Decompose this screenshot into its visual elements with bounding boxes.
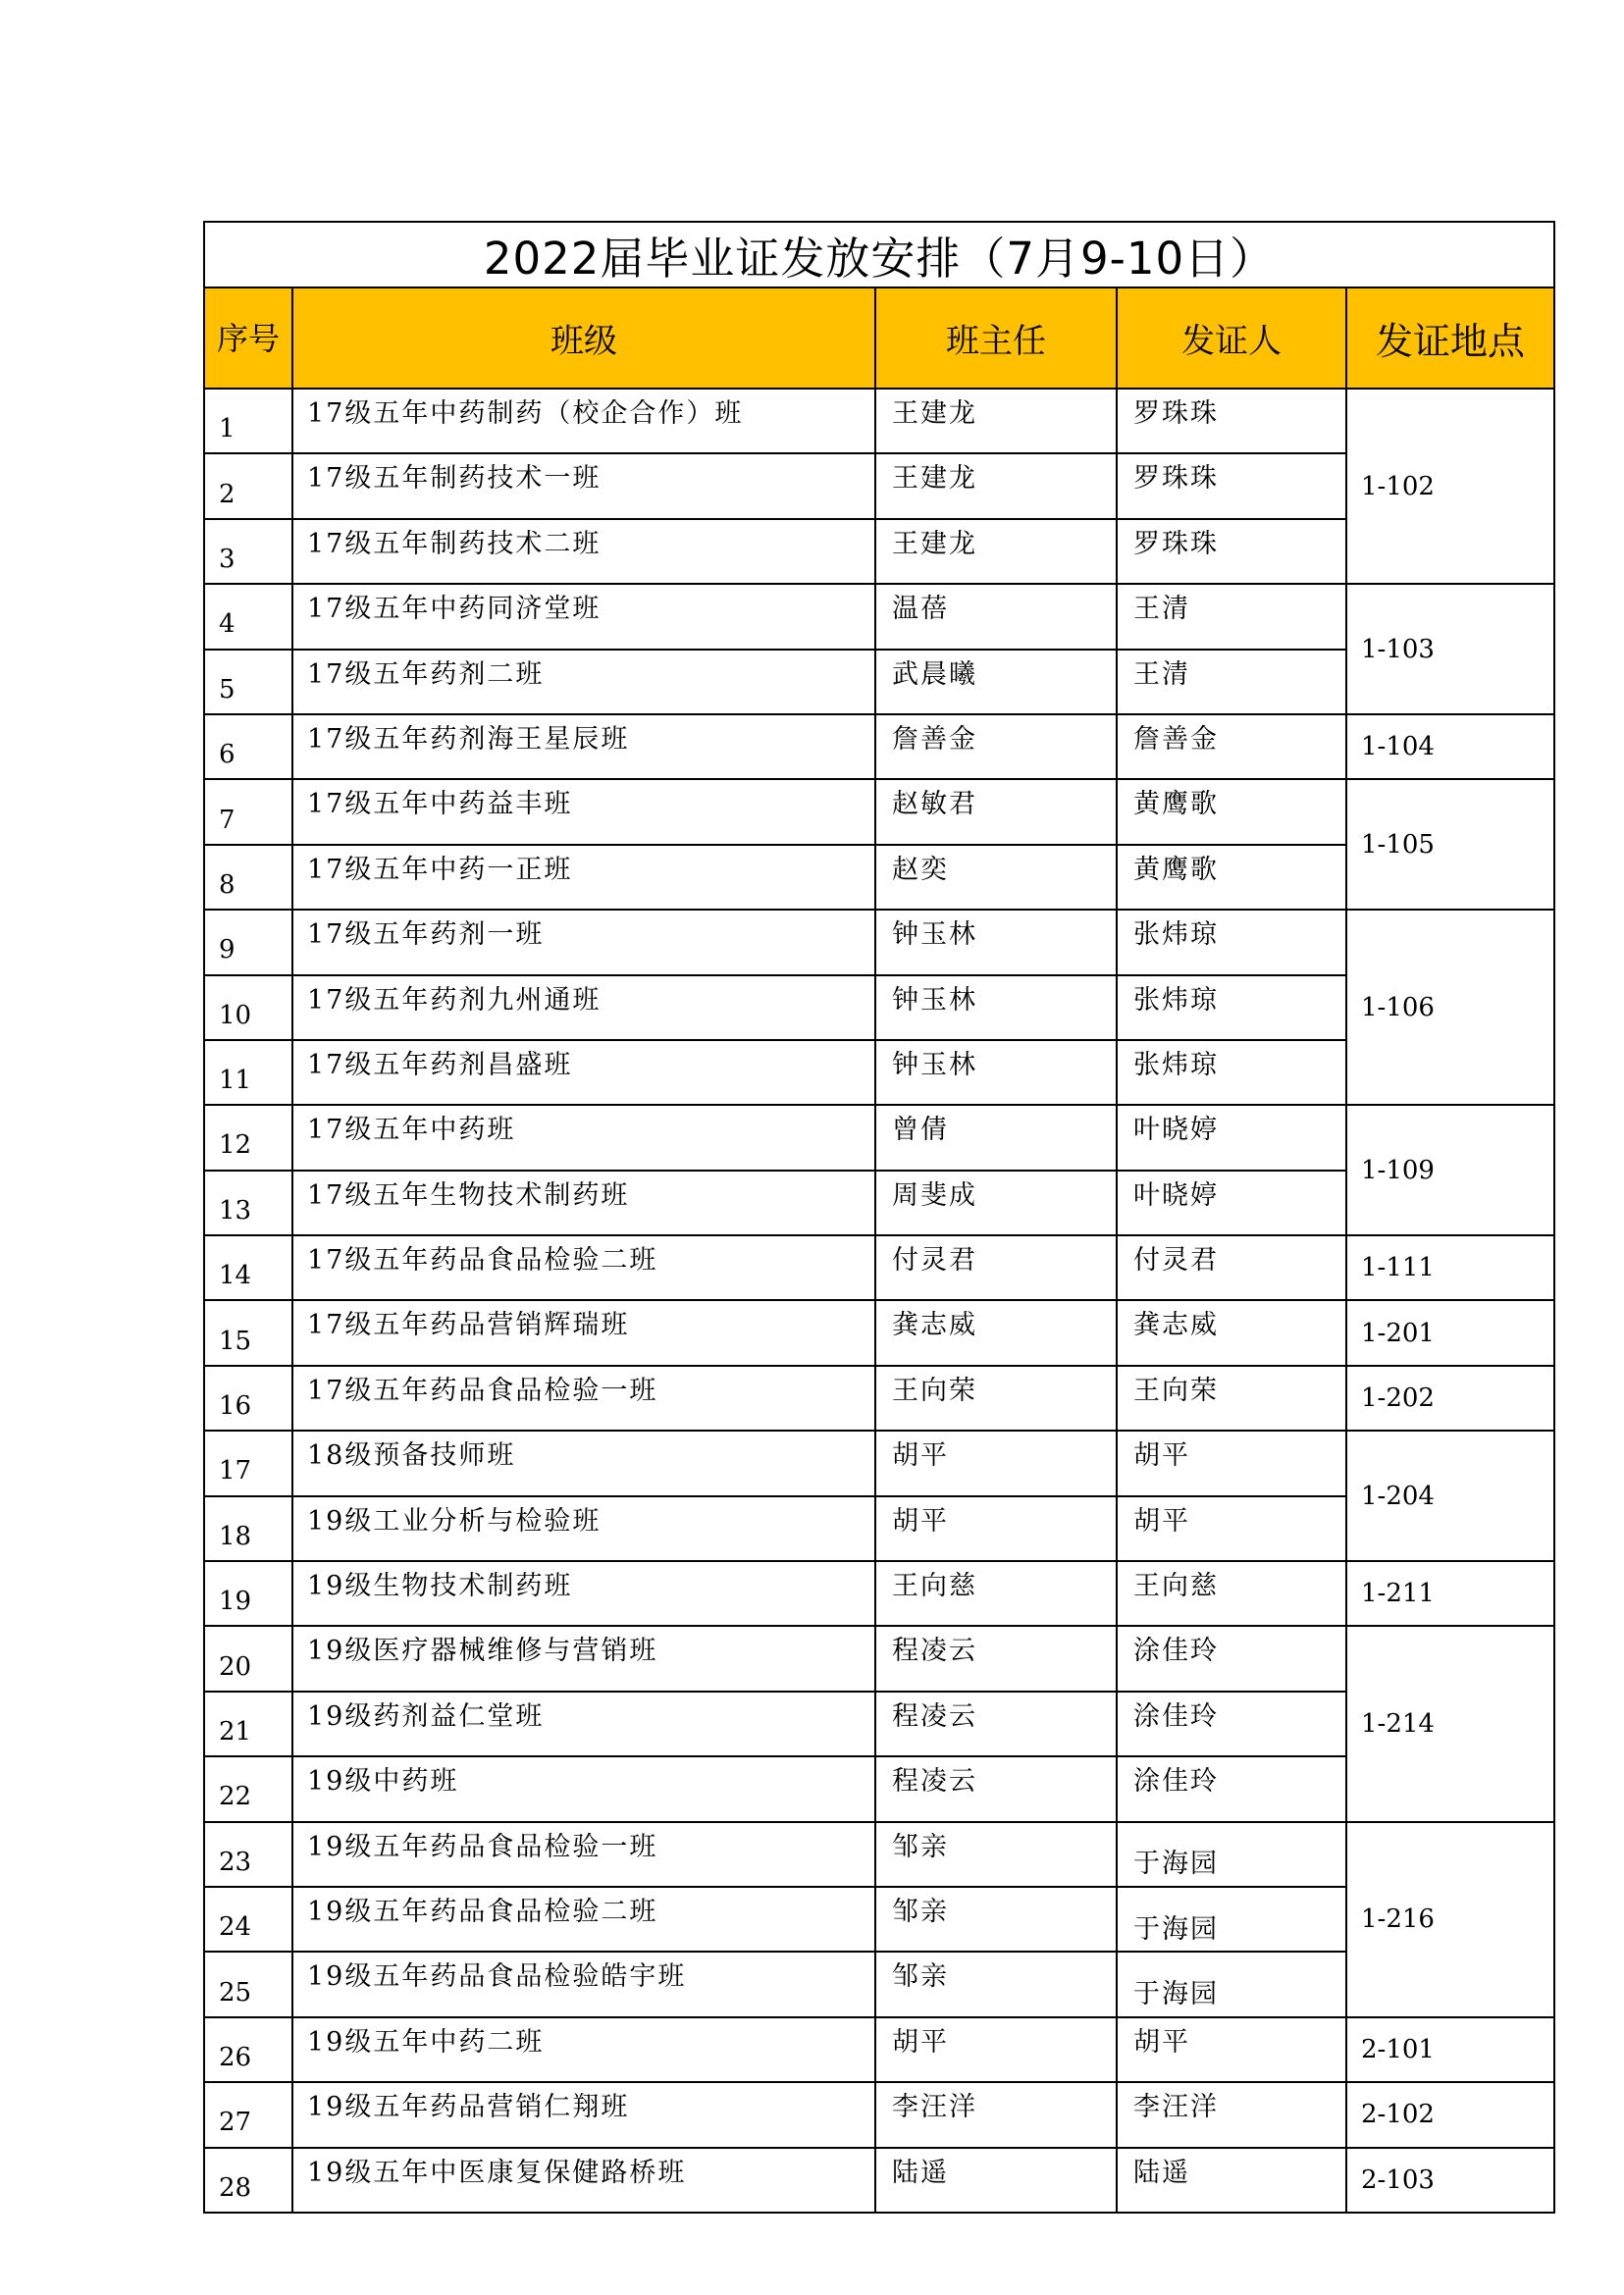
schedule-table — [203, 221, 1555, 2214]
head-teacher: 王向荣 — [875, 1366, 1117, 1431]
head-teacher: 武晨曦 — [875, 650, 1117, 714]
class-name: 17级五年药剂昌盛班 — [292, 1040, 875, 1105]
issuer-name: 叶晓婷 — [1117, 1171, 1346, 1235]
location-cell: 1-106 — [1346, 910, 1554, 1105]
issuer-name: 王清 — [1117, 584, 1346, 649]
head-teacher: 王向慈 — [875, 1561, 1117, 1626]
head-teacher: 王建龙 — [875, 453, 1117, 518]
location-cell: 2-102 — [1346, 2082, 1554, 2147]
location-cell: 1-201 — [1346, 1300, 1554, 1365]
class-name: 19级五年药品食品检验二班 — [292, 1887, 875, 1952]
class-name: 17级五年中药制药（校企合作）班 — [292, 389, 875, 453]
head-teacher: 龚志威 — [875, 1300, 1117, 1365]
class-name: 17级五年中药益丰班 — [292, 779, 875, 844]
row-number: 19 — [204, 1561, 292, 1626]
head-teacher: 曾倩 — [875, 1105, 1117, 1170]
row-number: 2 — [204, 453, 292, 518]
class-name: 19级医疗器械维修与营销班 — [292, 1626, 875, 1691]
head-teacher: 程凌云 — [875, 1692, 1117, 1756]
table-row — [204, 1626, 1554, 1691]
class-name: 17级五年制药技术一班 — [292, 453, 875, 518]
row-number: 10 — [204, 975, 292, 1040]
issuer-name: 詹善金 — [1117, 714, 1346, 779]
location-cell: 1-109 — [1346, 1105, 1554, 1235]
issuer-name: 罗珠珠 — [1117, 519, 1346, 584]
head-teacher: 钟玉林 — [875, 975, 1117, 1040]
table-row — [204, 2082, 1554, 2147]
class-name: 17级五年中药一正班 — [292, 845, 875, 910]
location-cell: 1-202 — [1346, 1366, 1554, 1431]
head-teacher: 王建龙 — [875, 519, 1117, 584]
row-number: 12 — [204, 1105, 292, 1170]
class-name: 17级五年药剂海王星辰班 — [292, 714, 875, 779]
class-name: 19级五年药品营销仁翔班 — [292, 2082, 875, 2147]
issuer-name: 龚志威 — [1117, 1300, 1346, 1365]
class-name: 19级五年中医康复保健路桥班 — [292, 2148, 875, 2213]
row-number: 15 — [204, 1300, 292, 1365]
row-number: 14 — [204, 1235, 292, 1300]
issuer-name: 于海园 — [1117, 1887, 1346, 1952]
row-number: 24 — [204, 1887, 292, 1952]
table-row — [204, 1235, 1554, 1300]
location-cell: 2-103 — [1346, 2148, 1554, 2213]
issuer-name: 王向荣 — [1117, 1366, 1346, 1431]
head-teacher: 温蓓 — [875, 584, 1117, 649]
issuer-name: 叶晓婷 — [1117, 1105, 1346, 1170]
class-name: 19级生物技术制药班 — [292, 1561, 875, 1626]
row-number: 5 — [204, 650, 292, 714]
row-number: 20 — [204, 1626, 292, 1691]
class-name: 19级药剂益仁堂班 — [292, 1692, 875, 1756]
head-teacher: 程凌云 — [875, 1756, 1117, 1821]
class-name: 17级五年药品食品检验二班 — [292, 1235, 875, 1300]
head-teacher: 邹亲 — [875, 1887, 1117, 1952]
issuer-name: 涂佳玲 — [1117, 1626, 1346, 1691]
issuer-name: 涂佳玲 — [1117, 1756, 1346, 1821]
row-number: 28 — [204, 2148, 292, 2213]
table-row — [204, 2148, 1554, 2213]
issuer-name: 张炜琼 — [1117, 910, 1346, 974]
row-number: 17 — [204, 1431, 292, 1495]
row-number: 27 — [204, 2082, 292, 2147]
class-name: 19级五年药品食品检验皓宇班 — [292, 1952, 875, 2016]
class-name: 17级五年中药班 — [292, 1105, 875, 1170]
row-number: 25 — [204, 1952, 292, 2016]
head-teacher: 邹亲 — [875, 1952, 1117, 2016]
head-teacher: 邹亲 — [875, 1822, 1117, 1887]
header-seq: 序号 — [204, 287, 292, 389]
table-row — [204, 389, 1554, 453]
issuer-name: 胡平 — [1117, 1496, 1346, 1561]
table-row — [204, 1561, 1554, 1626]
location-cell: 1-216 — [1346, 1822, 1554, 2017]
head-teacher: 王建龙 — [875, 389, 1117, 453]
issuer-name: 付灵君 — [1117, 1235, 1346, 1300]
issuer-name: 罗珠珠 — [1117, 453, 1346, 518]
location-cell: 2-101 — [1346, 2017, 1554, 2082]
table-row — [204, 1366, 1554, 1431]
row-number: 23 — [204, 1822, 292, 1887]
issuer-name: 张炜琼 — [1117, 975, 1346, 1040]
table-row — [204, 1105, 1554, 1170]
class-name: 19级工业分析与检验班 — [292, 1496, 875, 1561]
table-row — [204, 779, 1554, 844]
issuer-name: 于海园 — [1117, 1822, 1346, 1887]
location-cell: 1-204 — [1346, 1431, 1554, 1561]
issuer-name: 黄鹰歌 — [1117, 779, 1346, 844]
class-name: 19级中药班 — [292, 1756, 875, 1821]
row-number: 16 — [204, 1366, 292, 1431]
table-row — [204, 714, 1554, 779]
row-number: 13 — [204, 1171, 292, 1235]
issuer-name: 涂佳玲 — [1117, 1692, 1346, 1756]
head-teacher: 程凌云 — [875, 1626, 1117, 1691]
issuer-name: 胡平 — [1117, 2017, 1346, 2082]
row-number: 4 — [204, 584, 292, 649]
class-name: 17级五年药剂二班 — [292, 650, 875, 714]
table-row — [204, 1822, 1554, 1887]
class-name: 17级五年药品食品检验一班 — [292, 1366, 875, 1431]
head-teacher: 赵敏君 — [875, 779, 1117, 844]
row-number: 8 — [204, 845, 292, 910]
header-location: 发证地点 — [1346, 287, 1554, 389]
page-title: 2022届毕业证发放安排（7月9-10日） — [204, 222, 1554, 287]
issuer-name: 陆遥 — [1117, 2148, 1346, 2213]
head-teacher: 钟玉林 — [875, 1040, 1117, 1105]
head-teacher: 钟玉林 — [875, 910, 1117, 974]
head-teacher: 陆遥 — [875, 2148, 1117, 2213]
class-name: 17级五年制药技术二班 — [292, 519, 875, 584]
row-number: 7 — [204, 779, 292, 844]
row-number: 3 — [204, 519, 292, 584]
issuer-name: 胡平 — [1117, 1431, 1346, 1495]
issuer-name: 李汪洋 — [1117, 2082, 1346, 2147]
location-cell: 1-105 — [1346, 779, 1554, 910]
class-name: 17级五年中药同济堂班 — [292, 584, 875, 649]
row-number: 11 — [204, 1040, 292, 1105]
location-cell: 1-104 — [1346, 714, 1554, 779]
head-teacher: 詹善金 — [875, 714, 1117, 779]
table-row — [204, 2017, 1554, 2082]
table-row — [204, 584, 1554, 649]
issuer-name: 王向慈 — [1117, 1561, 1346, 1626]
class-name: 17级五年药品营销辉瑞班 — [292, 1300, 875, 1365]
head-teacher: 胡平 — [875, 1431, 1117, 1495]
class-name: 17级五年药剂一班 — [292, 910, 875, 974]
issuer-name: 张炜琼 — [1117, 1040, 1346, 1105]
row-number: 9 — [204, 910, 292, 974]
issuer-name: 于海园 — [1117, 1952, 1346, 2016]
head-teacher: 赵奕 — [875, 845, 1117, 910]
table-body — [204, 389, 1554, 2213]
row-number: 18 — [204, 1496, 292, 1561]
head-teacher: 付灵君 — [875, 1235, 1117, 1300]
head-teacher: 胡平 — [875, 1496, 1117, 1561]
header-class: 班级 — [292, 287, 875, 389]
head-teacher: 周斐成 — [875, 1171, 1117, 1235]
class-name: 17级五年药剂九州通班 — [292, 975, 875, 1040]
row-number: 22 — [204, 1756, 292, 1821]
class-name: 18级预备技师班 — [292, 1431, 875, 1495]
class-name: 19级五年中药二班 — [292, 2017, 875, 2082]
row-number: 21 — [204, 1692, 292, 1756]
location-cell: 1-211 — [1346, 1561, 1554, 1626]
header-teacher: 班主任 — [875, 287, 1117, 389]
location-cell: 1-103 — [1346, 584, 1554, 714]
table-row — [204, 1431, 1554, 1495]
location-cell: 1-214 — [1346, 1626, 1554, 1821]
location-cell: 1-111 — [1346, 1235, 1554, 1300]
class-name: 17级五年生物技术制药班 — [292, 1171, 875, 1235]
header-issuer: 发证人 — [1117, 287, 1346, 389]
issuer-name: 罗珠珠 — [1117, 389, 1346, 453]
issuer-name: 王清 — [1117, 650, 1346, 714]
location-cell: 1-102 — [1346, 389, 1554, 584]
table-row — [204, 1300, 1554, 1365]
issuer-name: 黄鹰歌 — [1117, 845, 1346, 910]
class-name: 19级五年药品食品检验一班 — [292, 1822, 875, 1887]
row-number: 26 — [204, 2017, 292, 2082]
head-teacher: 胡平 — [875, 2017, 1117, 2082]
row-number: 6 — [204, 714, 292, 779]
table-row — [204, 910, 1554, 974]
row-number: 1 — [204, 389, 292, 453]
head-teacher: 李汪洋 — [875, 2082, 1117, 2147]
